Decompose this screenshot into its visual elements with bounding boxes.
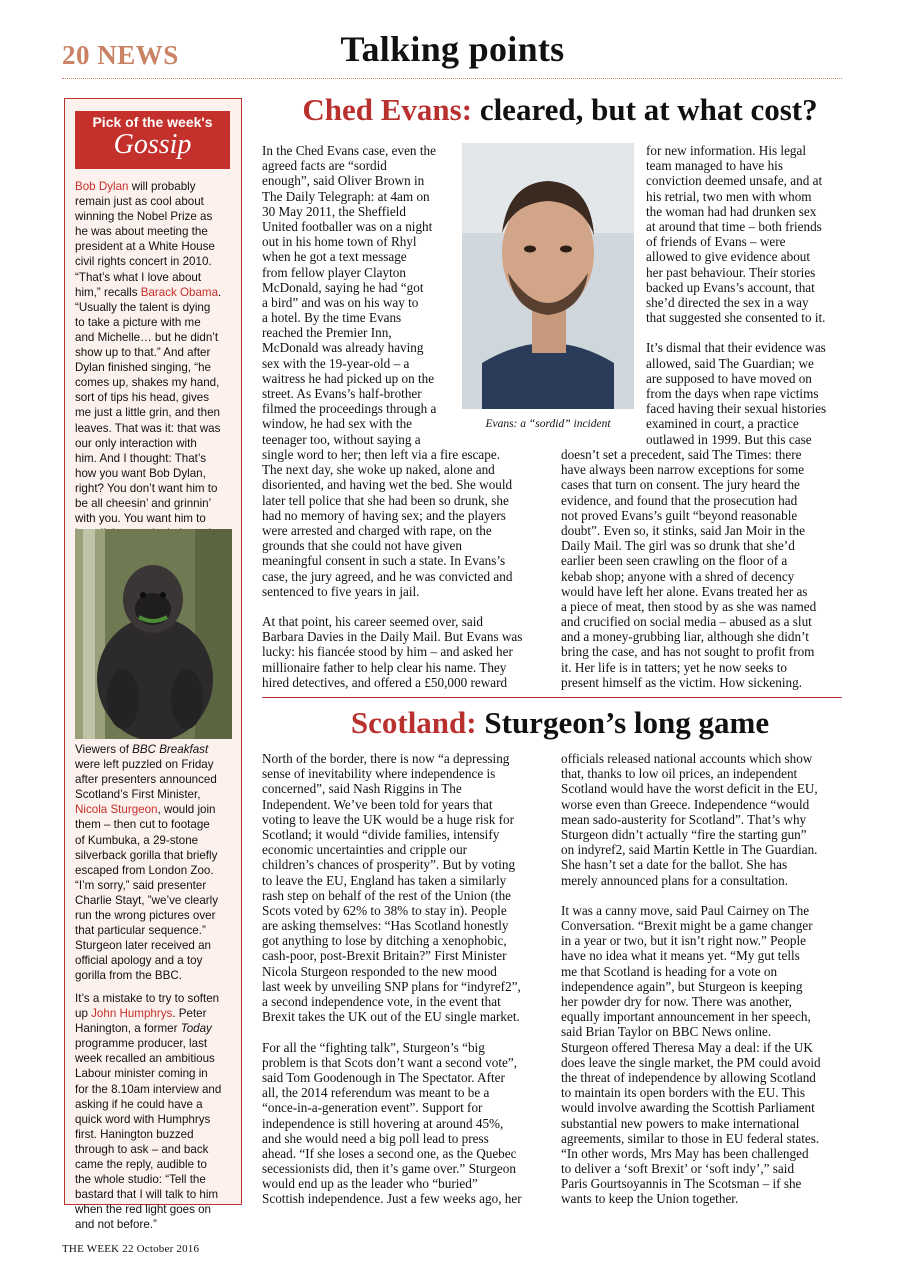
text-line: window, he had sex with the (262, 416, 413, 432)
text-line: Conversation. “Brexit might be a game changer (561, 918, 813, 934)
text-segment: Hanington, a former (75, 1022, 181, 1036)
text-line: Scottish independence. Just a few weeks ago, her (262, 1191, 522, 1207)
text-line (75, 345, 237, 360)
banner-subtitle: Pick of the week's (92, 114, 213, 130)
photo-caption: Evans: a “sordid” incident (485, 418, 611, 430)
page-footer: THE WEEK 22 October 2016 (62, 1243, 200, 1255)
text-segment: Sturgeon later received an (75, 939, 211, 953)
text-line: single word to her; then left via a fire escape. (262, 447, 501, 462)
text-line (646, 325, 826, 340)
text-line (75, 923, 237, 938)
text-line (75, 817, 237, 832)
text-line: not proved Evans’s guilt “beyond reasonable (561, 507, 798, 523)
text-line: ahead. “If she loses a second one, as the Quebec (262, 1145, 517, 1161)
text-line: equally important announcement in her speech, (561, 1009, 811, 1025)
text-line (75, 1172, 237, 1187)
text-line: of friends of Evans – were (646, 234, 786, 250)
text-segment: after presenters announced (75, 773, 217, 787)
text-segment: gorilla from the BBC. (75, 969, 182, 983)
banner-title: Gossip (113, 129, 192, 160)
text-segment: and Michelle… but he didn’t (75, 330, 219, 344)
text-line: voting to leave the UK would be a huge risk for (262, 811, 514, 827)
text-line (75, 285, 237, 300)
text-line: doubt”. Even so, it stinks, said Jan Moir in the (561, 522, 805, 538)
text-line (75, 742, 237, 757)
text-segment: him,” recalls (75, 285, 141, 299)
text-line (75, 239, 237, 254)
highlighted-name: Barack Obama (140, 285, 219, 299)
text-line: “In other words, Mrs May has been challenged (561, 1145, 809, 1161)
text-segment: to take a picture with me (75, 315, 201, 329)
text-line: from fellow player Clayton (262, 264, 406, 280)
text-line: conviction deemed unsafe, and at (646, 173, 823, 189)
text-line: she’d directed the sex in a way (646, 294, 809, 310)
text-line: allowed to give evidence about (646, 249, 811, 265)
text-segment: “Usually the talent is dying (75, 300, 211, 314)
text-line: hired detectives, and offered a £50,000 reward (262, 674, 508, 690)
text-line: Scots voted by 62% to 38% to stay in). People (262, 902, 507, 918)
text-line (75, 254, 237, 269)
text-line: sentenced to five years in jail. (262, 583, 420, 599)
evans-col-right-top (646, 143, 826, 447)
text-segment: Viewers of (75, 743, 133, 756)
text-line: are asking themselves: “Has Scotland honestly (262, 918, 509, 934)
text-segment: Scotland’s First Minister, (75, 788, 201, 802)
text-line: secessionists did, then it’s game over.” Sturgeon (262, 1161, 516, 1177)
text-line: later tell police that she had been so drunk, she (262, 492, 509, 508)
section-label: 20 NEWS (62, 40, 179, 70)
text-line: McDonald was already having (262, 340, 424, 356)
text-segment: week recalled an ambitious (75, 1052, 215, 1066)
text-line (75, 405, 237, 420)
text-line (75, 421, 237, 436)
text-line (75, 481, 237, 496)
text-line: worse even than Greece. Independence “would (561, 796, 810, 812)
text-line: had no memory of having sex; and the players (262, 507, 506, 523)
text-line (75, 772, 237, 787)
text-line (262, 599, 522, 614)
text-line (75, 1112, 237, 1127)
text-segment: programme producer, last (75, 1037, 208, 1051)
text-line: street. As Evans’s half-brother (262, 386, 422, 401)
text-line: concerned”, said Nash Riggins in The (262, 781, 462, 797)
text-segment: them – then cut to footage (75, 818, 210, 832)
text-line: filmed the proceedings through a (262, 401, 437, 417)
text-segment: show up to that.” And after (75, 346, 211, 360)
text-line: economic uncertainties and cripple our (262, 842, 468, 858)
text-line (75, 300, 237, 315)
text-line: from the days when rape victims (646, 386, 819, 401)
text-line: in a year or two, but it isn’t right now.” People (561, 933, 807, 949)
evans-col-left-bottom (262, 447, 522, 690)
text-line: present himself as the victim. How sickening. (561, 674, 802, 690)
text-segment: Charlie Stayt, ”we’ve clearly (75, 893, 219, 907)
text-segment: came the reply, audible to (75, 1158, 207, 1172)
text-line: got anything to lose by ditching a xenophobic, (262, 933, 507, 949)
text-line (75, 908, 237, 923)
text-line: at around that time – both friends (646, 218, 822, 234)
text-line: outlawed in 1999. But this case (646, 431, 812, 447)
text-line: all, the 2014 referendum was meant to be a (262, 1085, 490, 1101)
gossip-banner (75, 111, 230, 169)
text-line (75, 1066, 237, 1081)
text-line: lucky: his fiancée stood by him – and asked her (262, 644, 513, 660)
text-line (75, 968, 237, 983)
gorilla-photo (75, 529, 232, 739)
text-segment: comes up, shakes my hand, (75, 376, 220, 390)
text-segment: BBC Breakfast (132, 743, 209, 756)
text-line: to leave the EU, England has taken a similarly (262, 872, 507, 888)
text-line (75, 878, 237, 893)
text-segment: right? You don’t want him to (75, 481, 218, 495)
text-segment: when the red light goes on (75, 1203, 212, 1217)
text-line: grounds that she could not have given (262, 538, 462, 554)
text-line: cases that turn on consent. The jury heard the (561, 477, 800, 493)
text-line (75, 863, 237, 878)
text-segment: civil rights concert in 2010. (75, 255, 212, 269)
text-line: independence again”, but Sturgeon is keeping (561, 978, 803, 994)
text-line: millionaire father to help clear his name. They (262, 659, 507, 675)
text-line: the woman had had drunken sex (646, 203, 817, 219)
text-line (75, 893, 237, 908)
text-line: and a money-grubbing liar, although she didn’t (561, 629, 809, 645)
text-segment: he was about meeting the (75, 225, 208, 239)
text-line: a hotel. By the time Evans (262, 310, 402, 326)
text-line: It was a canny move, said Paul Cairney on The (561, 902, 810, 918)
text-line: his retrial, two men with whom (646, 188, 812, 204)
evans-photo (462, 143, 634, 409)
text-line: Sturgeon didn’t actually “fire the starting gun” (561, 826, 807, 842)
text-line: It’s dismal that their evidence was (646, 340, 826, 356)
text-line (75, 330, 237, 345)
text-line: substantial new powers to make international (561, 1115, 800, 1131)
text-segment: for the 8.10am interview and (75, 1082, 222, 1096)
article-divider (262, 697, 842, 698)
evans-col-right-bottom (561, 447, 816, 690)
gossip-item-humphrys (75, 991, 237, 1233)
text-segment: remain just as cool about (75, 195, 204, 209)
text-line: earlier been seen crawling on the floor of a (561, 553, 788, 569)
text-segment: leaves. That was it: that was (75, 421, 221, 435)
text-line: to deliver a ‘soft Brexit’ or ‘soft indy’,” said (561, 1161, 795, 1177)
highlighted-name: Nicola Sturgeon (75, 803, 158, 817)
text-line: me that Scotland is heading for a vote on (561, 963, 778, 979)
text-line: independence is still hovering at around 45%, (262, 1115, 504, 1131)
text-segment: Labour minister coming in (75, 1067, 208, 1081)
text-line: rash step on behalf of the rest of the Union (the (262, 887, 512, 903)
text-line: kebab shop; anyone with a shred of decency (561, 568, 795, 584)
text-line: and she would need a big poll lead to press (262, 1130, 489, 1146)
text-line (262, 1024, 522, 1039)
text-line (75, 466, 237, 481)
text-line: case, the jury agreed, and he was convicted and (262, 568, 513, 584)
text-line (75, 194, 237, 209)
text-line: a piece of meat, then stood by as she was named (561, 598, 817, 614)
evans-col-left-top (262, 143, 436, 447)
header-divider (62, 78, 842, 79)
text-line: does leave the single market, the PM could avoid (561, 1054, 821, 1070)
text-line: reached the Premier Inn, (262, 325, 392, 341)
text-line (75, 224, 237, 239)
text-line: would have left her alone. Evans treated her as (561, 583, 808, 599)
page-title: Talking points (340, 29, 565, 69)
text-segment: will probably (128, 180, 196, 193)
text-line (75, 209, 237, 224)
text-line: would end up as the leader who “buried” (262, 1176, 478, 1192)
text-line (75, 436, 237, 451)
text-segment: asking if he could have a (75, 1097, 203, 1111)
text-line: merely announced plans for a consultation. (561, 872, 789, 888)
text-line: Brexit takes the UK out of the EU single market. (262, 1009, 520, 1025)
headline-kicker: Ched Evans: (302, 92, 473, 127)
text-line: a bird” and was on his way to (262, 294, 419, 310)
text-segment: him. And I thought: That’s (75, 451, 207, 465)
text-segment: with you. You want him to (75, 512, 206, 526)
text-segment: . Peter (172, 1007, 207, 1021)
text-segment: of Kumbuka, a 29-stone (75, 833, 199, 847)
text-line (75, 938, 237, 953)
text-line: are supposed to have moved on (646, 370, 812, 386)
text-line (75, 833, 237, 848)
text-segment: president at a White House (75, 240, 215, 254)
text-line: agreed facts are “sordid (262, 158, 387, 174)
text-line: children’s chances of prosperity”. But by voting (262, 857, 516, 873)
text-line: her powder dry for now. There was another, (561, 994, 792, 1009)
highlighted-name: Bob Dylan (75, 180, 129, 193)
text-line (75, 1021, 237, 1036)
text-segment: first. Hanington buzzed (75, 1127, 194, 1141)
text-line: that, thanks to low oil prices, an independent (561, 766, 798, 782)
text-segment: official apology and a toy (75, 954, 203, 968)
text-segment: bastard that I will talk to him (75, 1188, 219, 1202)
text-line: waitress he had picked up on the (262, 370, 435, 386)
text-line: agreements, similar to those in EU federal states. (561, 1130, 820, 1146)
text-line: the threat of independence by allowing Scotland (561, 1069, 816, 1085)
text-line: problem is that Scots don’t want a second vote”, (262, 1054, 518, 1070)
text-line: said Tom Goodenough in The Spectator. After (262, 1069, 505, 1085)
text-line: bring the case, and has not sought to profit from (561, 644, 815, 660)
text-line: last week by unveiling SNP plans for “indyref2”, (262, 978, 521, 994)
highlighted-name: John Humphrys (91, 1007, 173, 1021)
text-line (561, 888, 821, 903)
text-line: United footballer was on a night (262, 218, 433, 234)
text-line: allowed, said The Guardian; we (646, 355, 814, 371)
text-line: Scotland would have the worst deficit in the EU, (561, 781, 818, 797)
text-segment: and not before.” (75, 1218, 157, 1232)
text-segment: quick word with Humphrys (75, 1112, 211, 1126)
text-segment: up (75, 1007, 92, 1021)
text-line: that suggested she consented to it. (646, 310, 826, 326)
text-line (75, 451, 237, 466)
text-line: said Brian Taylor on BBC News online. (561, 1024, 772, 1040)
text-line: doesn’t set a precedent, said The Times: there (561, 447, 802, 462)
text-line: enough”, said Oliver Brown in (262, 173, 425, 189)
text-line (75, 179, 237, 194)
gossip-item-dylan (75, 179, 237, 556)
headline-kicker: Scotland: (350, 705, 477, 740)
text-line (75, 375, 237, 390)
text-line (75, 802, 237, 817)
text-line (75, 270, 237, 285)
text-line: Scotland; it would “divide families, intensify (262, 826, 500, 842)
text-line: examined in court, a practice (646, 416, 799, 432)
text-line: officials released national accounts which show (561, 751, 813, 766)
text-line: when he got a text message (262, 249, 407, 265)
text-line: teenager too, without saying a (262, 431, 421, 447)
text-line: The Daily Telegraph: at 4am on (262, 188, 430, 204)
text-line: evidence, and found that the prosecution had (561, 492, 798, 508)
text-line: Daily Mail. The girl was so drunk that she’d (561, 538, 795, 554)
text-line: She hasn’t set a date for the ballot. She has (561, 857, 788, 873)
text-line: have no idea what it means yet. “My gut tells (561, 948, 800, 964)
gossip-sidebar (64, 98, 242, 1232)
text-segment: silverback gorilla that briefly (75, 848, 218, 862)
text-line: sense of inevitability where independence is (262, 766, 496, 782)
article-headline-scotland (245, 705, 875, 741)
text-segment: were left puzzled on Friday (75, 758, 214, 772)
text-line: Barbara Davies in the Daily Mail. But Evans was (262, 629, 523, 645)
text-line (75, 390, 237, 405)
text-line: wants to keep the Union together. (561, 1191, 739, 1207)
text-line (75, 1051, 237, 1066)
text-line (75, 1217, 237, 1232)
text-line: to maintain its open borders with the EU. This (561, 1085, 806, 1101)
text-line: team managed to have his (646, 158, 783, 174)
text-line: were arrested and charged with rape, on the (262, 522, 492, 538)
text-line: 30 May 2011, the Sheffield (262, 203, 406, 219)
text-line (75, 848, 237, 863)
text-line: For all the “fighting talk”, Sturgeon’s “big (262, 1039, 485, 1055)
text-line: backed up Evans’s account, that (646, 279, 815, 295)
text-segment: winning the Nobel Prize as (75, 210, 213, 224)
text-line (75, 1036, 237, 1051)
text-line (75, 1157, 237, 1172)
text-line: her past behaviour. Their stories (646, 264, 816, 280)
text-segment: It’s a mistake to try to soften (75, 992, 220, 1005)
text-line (75, 757, 237, 772)
text-line: have always been narrow exceptions for some (561, 462, 805, 478)
text-segment: run the wrong pictures over (75, 909, 216, 923)
text-line (75, 1202, 237, 1217)
text-line: Sturgeon offered Theresa May a deal: if the UK (561, 1039, 813, 1055)
text-line: and crucified on social media – abused as a slut (561, 614, 812, 630)
text-line: mean sado-austerity for Scotland”. That’s why (561, 811, 807, 827)
text-segment: through to ask – and back (75, 1142, 209, 1156)
text-line (75, 991, 237, 1006)
text-line: Independent. We’ve been told for years that (262, 796, 493, 812)
text-line (75, 1097, 237, 1112)
text-line: on indyref2, said Martin Kettle in The Guardian. (561, 842, 818, 858)
text-segment: escaped from London Zoo. (75, 863, 214, 877)
text-segment: sort of tips his head, gives (75, 391, 210, 405)
text-segment: the whole studio: “Tell the (75, 1173, 206, 1187)
headline-text: cleared, but at what cost? (472, 92, 818, 127)
scotland-col-right (561, 751, 821, 1207)
text-segment: be all cheesin’ and grinnin’ (75, 496, 212, 510)
text-line (75, 496, 237, 511)
text-line: At that point, his career seemed over, said (262, 614, 484, 630)
text-segment: “I’m sorry,” said presenter (75, 878, 207, 892)
text-segment: Today (180, 1022, 212, 1036)
text-line: would involve awarding the Scottish Parliament (561, 1100, 815, 1116)
gossip-item-sturgeon (75, 742, 237, 984)
text-line (75, 1127, 237, 1142)
text-line: meaningful consent in such a state. In Evans’s (262, 553, 506, 569)
text-line (75, 1006, 237, 1021)
text-line: faced having their sexual histories (646, 401, 827, 417)
text-segment: our only interaction with (75, 436, 197, 450)
text-line (75, 787, 237, 802)
text-line (75, 953, 237, 968)
headline-text: Sturgeon’s long game (476, 705, 770, 740)
text-segment: me just a little grin, and then (75, 406, 221, 420)
text-line: In the Ched Evans case, even the (262, 143, 436, 158)
text-line (75, 1187, 237, 1202)
text-line: McDonald, saying he had “got (262, 279, 424, 295)
text-segment: , would join (157, 803, 216, 817)
text-line (75, 1142, 237, 1157)
text-line (75, 511, 237, 526)
text-segment: Dylan finished singing, “he (75, 361, 211, 375)
text-line: it. Her life is in tatters; yet he now seeks to (561, 659, 787, 675)
text-line: Nicola Sturgeon responded to the new mood (262, 963, 497, 979)
scotland-col-left (262, 751, 522, 1207)
text-line (75, 1082, 237, 1097)
text-line: disoriented, and having wet the bed. She would (262, 477, 513, 493)
text-line: sex with the 19-year-old – a (262, 355, 410, 371)
text-line: out in his home town of Rhyl (262, 234, 417, 250)
text-line: Paris Gourtsoyannis in The Scotsman – if she (561, 1176, 802, 1192)
text-line: North of the border, there is now “a depressing (262, 751, 510, 766)
text-segment: “That’s what I love about (75, 270, 202, 284)
text-line: a second independence vote, in the event that (262, 994, 501, 1009)
text-line: “once-in-a-generation event”. Support for (262, 1100, 483, 1116)
text-segment: that particular sequence.” (75, 924, 206, 938)
text-line (75, 315, 237, 330)
text-line: cash-poor, post-Brexit Britain?” First Minister (262, 948, 507, 964)
text-segment: how you want Bob Dylan, (75, 466, 206, 480)
text-line: The next day, she woke up naked, alone and (262, 462, 495, 478)
article-headline-evans (245, 92, 875, 128)
text-segment: . (218, 285, 222, 299)
text-line (75, 360, 237, 375)
text-line: for new information. His legal (646, 143, 807, 158)
